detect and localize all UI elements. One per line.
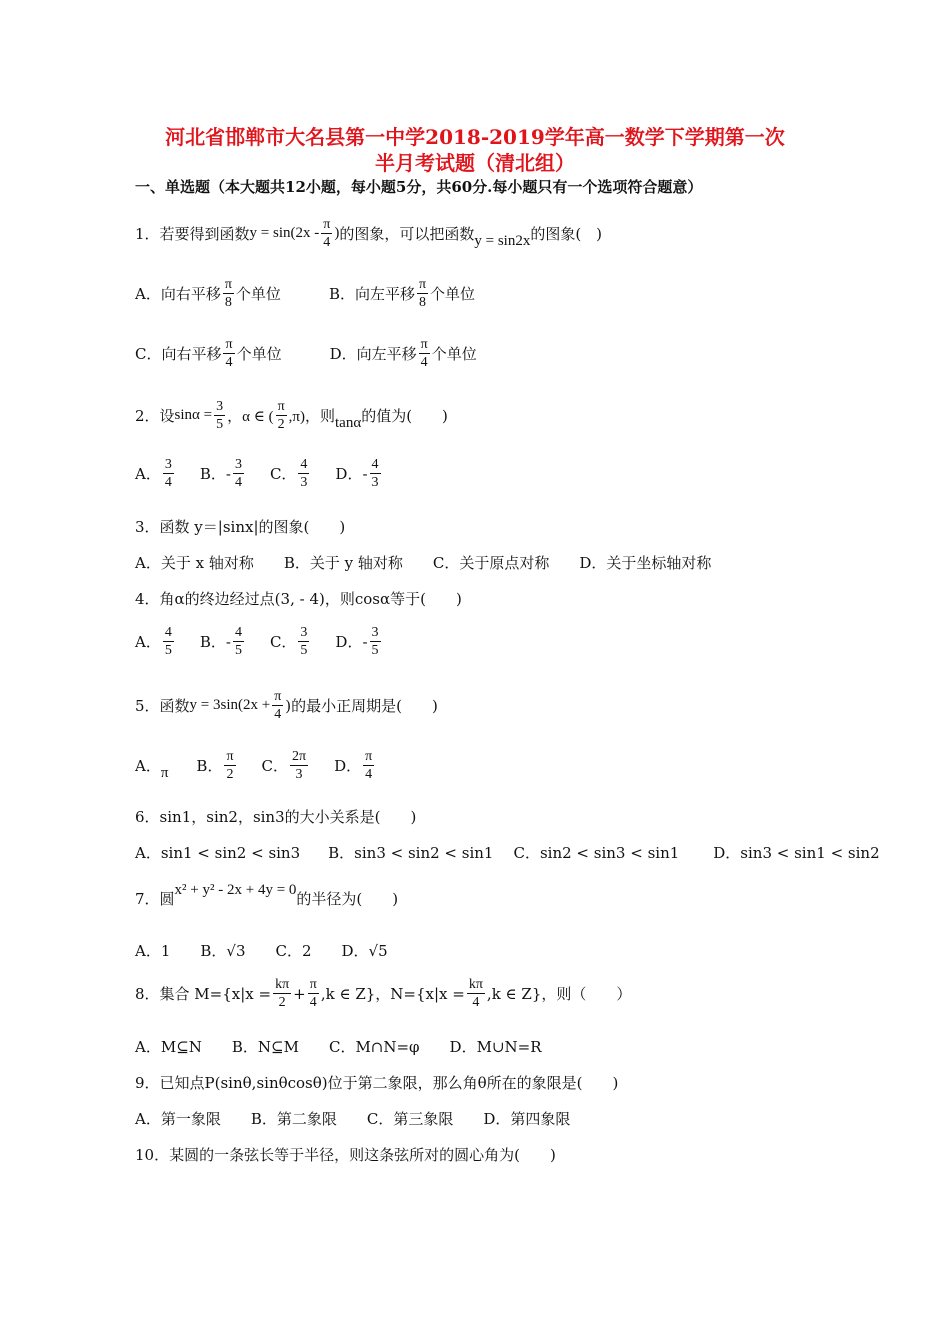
q1-option-b-fraction — [417, 276, 428, 311]
q1-fraction-den: 4 — [323, 235, 331, 250]
q5-prefix: 5．函数 — [135, 697, 190, 715]
q2-option-a[interactable] — [135, 456, 176, 491]
question-9: 9．已知点P(sinθ,sinθcosθ)位于第二象限，那么角θ所在的象限是( ) — [135, 1074, 619, 1092]
frac — [370, 624, 381, 659]
q1-option-b-post: 个单位 — [430, 285, 476, 303]
q8-mid: ,k ∈ Z}，N={x|x = — [320, 985, 465, 1003]
q6-options — [135, 842, 880, 863]
num: 4 — [234, 625, 242, 640]
num: kπ — [468, 977, 483, 992]
den: 4 — [309, 995, 317, 1010]
q5-option-c[interactable] — [262, 748, 311, 783]
q8-fraction1 — [273, 976, 291, 1011]
q6-option-b[interactable]: B．sin3 < sin2 < sin1 — [328, 844, 494, 862]
q1-option-d-pre: D．向左平移 — [329, 345, 417, 363]
frac — [163, 624, 174, 659]
num: kπ — [275, 977, 290, 992]
den: 3 — [300, 475, 308, 490]
question-1 — [135, 216, 602, 251]
frac — [290, 748, 308, 783]
num: π — [225, 337, 233, 352]
q5-options — [135, 748, 376, 783]
frac — [233, 456, 244, 491]
q1-formula: y = sin(2x - — [249, 225, 320, 241]
q9-options[interactable]: A．第一象限 B．第二象限 C．第三象限 D．第四象限 — [135, 1110, 571, 1128]
frac — [298, 456, 309, 491]
num: 3 — [371, 625, 379, 640]
page-title-line1: 河北省邯郸市大名县第一中学2018-2019学年高一数学下学期第一次 — [165, 125, 785, 149]
q2-prefix: 2．设 — [135, 407, 175, 425]
q5-option-d[interactable] — [334, 748, 376, 783]
den: 5 — [300, 643, 308, 658]
label: B． — [196, 757, 223, 775]
q1-option-d[interactable] — [330, 336, 477, 371]
val: π — [160, 765, 169, 781]
q7-equation: x² + y² - 2x + 4y = 0 — [174, 882, 297, 898]
den: 4 — [420, 355, 428, 370]
question-2 — [135, 398, 448, 433]
q4-options — [135, 624, 383, 659]
frac — [163, 456, 174, 491]
q1-option-a-post: 个单位 — [235, 285, 281, 303]
label: C． — [269, 633, 297, 651]
den: 4 — [225, 355, 233, 370]
label: D．- — [335, 633, 368, 651]
q1-option-c-pre: C．向右平移 — [135, 345, 222, 363]
q5-option-b[interactable] — [196, 748, 237, 783]
q1-option-a-fraction — [223, 276, 234, 311]
den: 5 — [371, 643, 379, 658]
num: 3 — [300, 625, 308, 640]
q2-option-d[interactable] — [335, 456, 382, 491]
den: 5 — [216, 417, 224, 432]
label: C． — [261, 757, 289, 775]
page-title-line2: 半月考试题（清北组） — [375, 151, 575, 175]
den: 4 — [472, 995, 480, 1010]
label: B．- — [199, 633, 231, 651]
label: A． — [135, 757, 161, 775]
label: B．- — [199, 465, 231, 483]
q1-option-c-fraction — [223, 336, 234, 371]
q1-prefix: 1．若要得到函数 — [135, 225, 250, 243]
num: π — [224, 277, 232, 292]
q1-options-row1 — [135, 276, 475, 311]
q6-option-c[interactable]: C．sin2 < sin3 < sin1 — [513, 844, 680, 862]
q6-option-a[interactable]: A．sin1 < sin2 < sin3 — [135, 844, 301, 862]
den: 4 — [274, 707, 282, 722]
num: 3 — [216, 399, 224, 414]
frac — [370, 456, 381, 491]
q1-mid: 的图象，可以把函数 — [339, 225, 475, 243]
q1-option-d-fraction — [419, 336, 430, 371]
question-10: 10．某圆的一条弦长等于半径，则这条弦所对的圆心角为( ) — [135, 1146, 556, 1164]
question-4: 4．角α的终边经过点(3, - 4)，则cosα等于( ) — [135, 590, 462, 608]
q1-end: 的图象( ) — [530, 225, 603, 243]
q2-option-b[interactable] — [200, 456, 246, 491]
q1-option-b-pre: B．向左平移 — [328, 285, 415, 303]
question-5 — [135, 688, 438, 723]
q1-formula2: y = sin2x — [474, 233, 531, 249]
q1-fraction-num: π — [323, 217, 331, 232]
num: π — [420, 337, 428, 352]
question-7 — [135, 882, 399, 909]
label: C． — [269, 465, 297, 483]
num: π — [277, 399, 285, 414]
label: D．- — [335, 465, 368, 483]
q1-formula-end: ) — [334, 225, 340, 241]
label: A． — [135, 633, 161, 651]
num: π — [418, 277, 427, 292]
den: 3 — [371, 475, 379, 490]
num: 3 — [234, 457, 242, 472]
den: 2 — [226, 767, 234, 782]
frac — [363, 748, 374, 783]
frac — [224, 748, 235, 783]
q5-option-a[interactable] — [135, 755, 169, 781]
q4-option-b[interactable] — [200, 624, 246, 659]
q2-options — [135, 456, 383, 491]
num: π — [309, 977, 317, 992]
q2-interval-end: ,π)，则 — [288, 409, 335, 425]
q7-end: 的半径为( ) — [296, 890, 399, 908]
q3-options[interactable]: A．关于 x 轴对称 B．关于 y 轴对称 C．关于原点对称 D．关于坐标轴对称 — [135, 554, 712, 572]
q1-fraction — [321, 216, 332, 251]
q8-fraction3 — [467, 976, 485, 1011]
label: A． — [135, 465, 161, 483]
q7-prefix: 7．圆 — [135, 890, 175, 908]
q5-fraction — [272, 688, 283, 723]
q4-option-a[interactable] — [135, 624, 176, 659]
num: π — [226, 749, 234, 764]
num: 4 — [300, 457, 308, 472]
q2-fraction1 — [214, 398, 225, 433]
q8-options[interactable]: A．M⊆N B．N⊆M C．M∩N=φ D．M∪N=R — [135, 1038, 542, 1056]
frac — [233, 624, 244, 659]
q8-plus: + — [293, 984, 306, 1003]
question-3: 3．函数 y＝|sinx|的图象( ) — [135, 518, 346, 536]
num: 4 — [371, 457, 379, 472]
q8-prefix: 8．集合 M={x|x = — [135, 985, 272, 1003]
question-8 — [135, 976, 631, 1011]
q5-end: )的最小正周期是( ) — [285, 697, 438, 715]
den: 4 — [234, 475, 242, 490]
q1-options-row2 — [135, 336, 477, 371]
q1-option-c-post: 个单位 — [236, 345, 282, 363]
den: 2 — [277, 417, 285, 432]
q2-interval-start: ，α ∈ ( — [227, 409, 274, 425]
num: 2π — [292, 749, 307, 764]
q1-option-a[interactable] — [135, 276, 281, 311]
question-6: 6．sin1，sin2，sin3的大小关系是( ) — [135, 808, 417, 826]
q1-option-a-pre: A．向右平移 — [135, 285, 221, 303]
den: 8 — [224, 295, 232, 310]
q5-formula: y = 3sin(2x + — [189, 697, 271, 713]
den: 5 — [234, 643, 242, 658]
label: D． — [334, 757, 362, 775]
q8-fraction2 — [308, 976, 319, 1011]
q2-tan: tanα — [335, 415, 362, 431]
q2-formula: sinα = — [174, 407, 213, 423]
den: 5 — [164, 643, 172, 658]
den: 4 — [365, 767, 373, 782]
num: π — [365, 749, 373, 764]
q2-fraction2 — [276, 398, 287, 433]
q6-option-d[interactable]: D．sin3 < sin1 < sin2 — [713, 844, 880, 862]
num: 3 — [164, 457, 172, 472]
den: 4 — [164, 475, 172, 490]
q1-option-b[interactable] — [329, 276, 475, 311]
q2-option-c[interactable] — [270, 456, 311, 491]
num: π — [274, 689, 282, 704]
q7-options[interactable]: A．1 B．√3 C．2 D．√5 — [135, 942, 388, 960]
frac — [298, 624, 309, 659]
q4-option-d[interactable] — [335, 624, 382, 659]
q8-end: ,k ∈ Z}，则（ ） — [486, 985, 632, 1003]
den: 2 — [278, 995, 286, 1010]
num: 4 — [164, 625, 172, 640]
section-heading: 一、单选题（本大题共12小题，每小题5分，共60分.每小题只有一个选项符合题意） — [135, 178, 703, 196]
q4-option-c[interactable] — [270, 624, 311, 659]
den: 8 — [419, 295, 426, 310]
q2-end: 的值为( ) — [361, 407, 448, 425]
den: 3 — [295, 767, 303, 782]
q1-option-c[interactable] — [135, 336, 282, 371]
q1-option-d-post: 个单位 — [431, 345, 477, 363]
